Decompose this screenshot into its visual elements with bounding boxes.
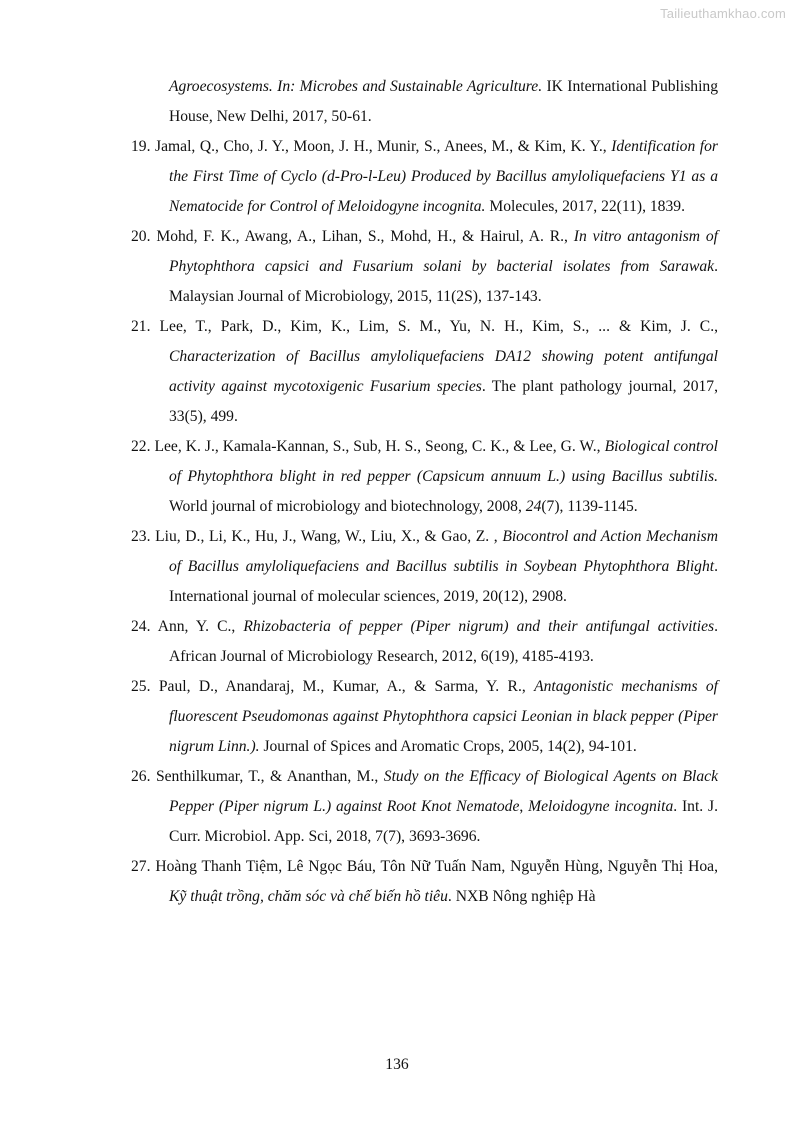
reference-number: 27. — [131, 858, 151, 875]
reference-number: 25. — [131, 678, 151, 695]
reference-number: 22. — [131, 438, 151, 455]
reference-authors: Jamal, Q., Cho, J. Y., Moon, J. H., Munir, S., Anees, M., & Kim, K. Y., — [150, 138, 612, 155]
reference-authors: Liu, D., Li, K., Hu, J., Wang, W., Liu, X., & Gao, Z. , — [150, 528, 503, 545]
reference-authors: Mohd, F. K., Awang, A., Lihan, S., Mohd, H., & Hairul, A. R., — [150, 228, 574, 245]
reference-20 — [131, 222, 718, 312]
reference-source: . International journal of molecular sciences, 2019, 20(12), 2908. — [169, 558, 718, 605]
reference-number: 26. — [131, 768, 151, 785]
reference-title: Antagonistic mechanisms of fluorescent Pseudomonas against Phytophthora capsici Leonian in black pepper (Piper nigrum Linn.). — [169, 678, 718, 755]
reference-source: . African Journal of Microbiology Research, 2012, 6(19), 4185-4193. — [169, 618, 718, 665]
reference-number: 20. — [131, 228, 151, 245]
reference-source: . NXB Nông nghiệp Hà — [447, 888, 596, 905]
reference-continuation — [131, 72, 718, 132]
reference-number: 23. — [131, 528, 151, 545]
reference-authors: Senthilkumar, T., & Ananthan, M., — [150, 768, 384, 785]
reference-source: Molecules, 2017, 22(11), 1839. — [485, 198, 685, 215]
reference-separator: , — [519, 798, 529, 815]
reference-title: Identification for the First Time of Cyclo (d-Pro-l-Leu) Produced by Bacillus amyloliquefaciens Y1 as a Nematocide for Control of Meloidogyne incognita. — [169, 138, 718, 215]
reference-authors: Ann, Y. C., — [150, 618, 244, 635]
reference-title: Biological control of Phytophthora blight in red pepper (Capsicum annuum L.) using Bacillus subtilis. — [169, 438, 718, 485]
reference-23 — [131, 522, 718, 612]
reference-title: Rhizobacteria of pepper (Piper nigrum) and their antifungal activities — [243, 618, 715, 635]
reference-number: 19. — [131, 138, 151, 155]
reference-authors: Lee, T., Park, D., Kim, K., Lim, S. M., Yu, N. H., Kim, S., ... & Kim, J. C., — [150, 318, 718, 335]
reference-title: Biocontrol and Action Mechanism of Bacillus amyloliquefaciens and Bacillus subtilis in Soybean Phytophthora Blight — [169, 528, 718, 575]
reference-26 — [131, 762, 718, 852]
reference-source: . Int. J. Curr. Microbiol. App. Sci, 2018, 7(7), 3693-3696. — [169, 798, 719, 845]
reference-number: 24. — [131, 618, 151, 635]
reference-22 — [131, 432, 718, 522]
reference-title: In vitro antagonism of Phytophthora capsici and Fusarium solani by bacterial isolates from Sarawak — [169, 228, 718, 275]
reference-source: World journal of microbiology and biotechnology, 2008, — [169, 498, 526, 515]
reference-volume: 24 — [525, 498, 542, 515]
reference-title: Characterization of Bacillus amyloliquefaciens DA12 showing potent antifungal activity against mycotoxigenic Fusarium species — [169, 348, 718, 395]
reference-source: Journal of Spices and Aromatic Crops, 2005, 14(2), 94-101. — [259, 738, 637, 755]
reference-pages: (7), 1139-1145. — [541, 498, 638, 515]
reference-number: 21. — [131, 318, 151, 335]
reference-source: . The plant pathology journal, 2017, 33(5), 499. — [169, 378, 718, 425]
reference-title: Kỹ thuật trồng, chăm sóc và chế biến hồ tiêu — [169, 888, 448, 905]
continuation-title: Agroecosystems. In: Microbes and Sustainable Agriculture. — [169, 78, 543, 95]
reference-authors: Paul, D., Anandaraj, M., Kumar, A., & Sarma, Y. R., — [150, 678, 535, 695]
reference-19 — [131, 132, 718, 222]
reference-authors: Lee, K. J., Kamala-Kannan, S., Sub, H. S., Seong, C. K., & Lee, G. W., — [150, 438, 605, 455]
watermark: Tailieuthamkhao.com — [660, 6, 786, 21]
reference-authors: Hoàng Thanh Tiệm, Lê Ngọc Báu, Tôn Nữ Tuấn Nam, Nguyễn Hùng, Nguyễn Thị Hoa, — [150, 858, 718, 875]
reference-21 — [131, 312, 718, 432]
reference-subtitle: Meloidogyne incognita — [528, 798, 674, 815]
reference-title: Study on the Efficacy of Biological Agents on Black Pepper (Piper nigrum L.) against Root Knot Nematode — [169, 768, 718, 815]
reference-source: . Malaysian Journal of Microbiology, 2015, 11(2S), 137-143. — [169, 258, 718, 305]
continuation-source: IK International Publishing House, New Delhi, 2017, 50-61. — [169, 78, 718, 125]
reference-24 — [131, 612, 718, 672]
reference-27 — [131, 852, 718, 912]
page-number: 136 — [385, 1056, 409, 1073]
reference-list — [131, 72, 718, 912]
reference-25 — [131, 672, 718, 762]
